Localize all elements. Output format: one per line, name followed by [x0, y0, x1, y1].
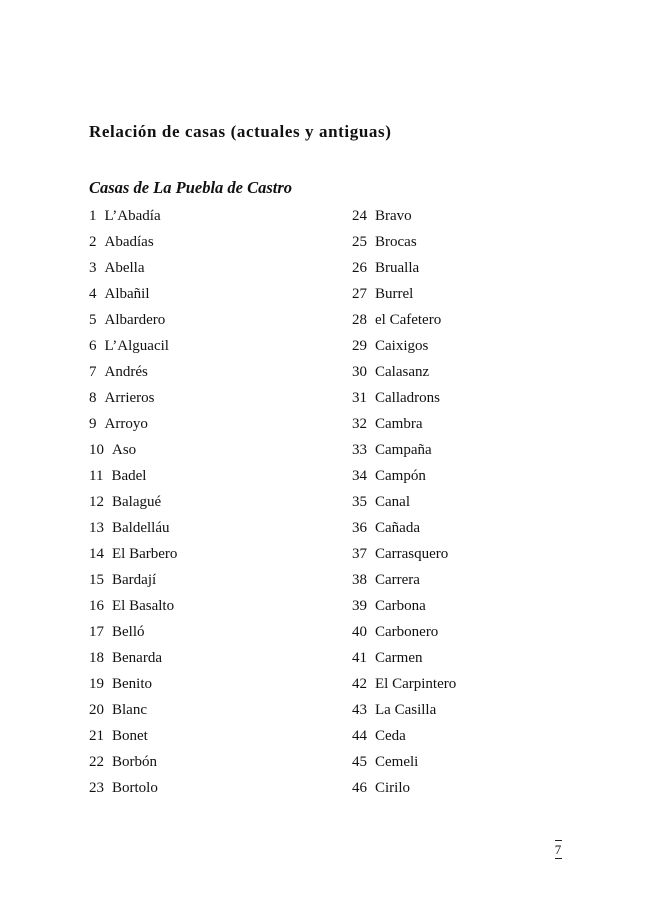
- house-list-item: [352, 752, 456, 778]
- house-name: La Casilla: [375, 702, 437, 718]
- house-name: Brocas: [375, 234, 417, 250]
- house-number: 18: [89, 650, 104, 666]
- house-list-item: [89, 362, 177, 388]
- house-list-item: [89, 388, 177, 414]
- house-number: 12: [89, 494, 104, 510]
- house-name: Cañada: [375, 520, 420, 536]
- section-subheading: Casas de La Puebla de Castro: [89, 178, 293, 197]
- house-number: 29: [352, 338, 367, 354]
- house-list-item: [352, 336, 456, 362]
- page-number-text: 7: [554, 842, 562, 857]
- house-name: El Barbero: [112, 546, 178, 562]
- house-name: Cambra: [375, 416, 423, 432]
- house-name: Campaña: [375, 442, 432, 458]
- house-name: Albardero: [104, 312, 166, 328]
- house-name: Aso: [112, 442, 137, 458]
- house-list-item: [89, 258, 177, 284]
- house-number: 38: [352, 572, 367, 588]
- house-name: Burrel: [375, 286, 414, 302]
- house-name: Albañil: [104, 286, 150, 302]
- house-list-item: [352, 648, 456, 674]
- house-name: L’Abadía: [104, 208, 161, 224]
- house-list-item: [352, 258, 456, 284]
- page-number-bottom-rule: [555, 858, 562, 859]
- house-number: 11: [89, 468, 104, 484]
- house-list-item: [352, 388, 456, 414]
- house-list-item: [352, 518, 456, 544]
- house-list-item: [89, 544, 177, 570]
- house-list-item: [352, 284, 456, 310]
- house-list-item: [89, 440, 177, 466]
- house-list-item: [352, 700, 456, 726]
- house-number: 6: [89, 338, 97, 354]
- house-list-item: [352, 674, 456, 700]
- house-number: 20: [89, 702, 104, 718]
- house-name: Carbonero: [375, 624, 439, 640]
- house-list-item: [352, 362, 456, 388]
- house-list-item: [89, 622, 177, 648]
- house-number: 4: [89, 286, 97, 302]
- house-number: 23: [89, 780, 104, 796]
- house-name: Cirilo: [375, 780, 411, 796]
- house-list-item: [89, 206, 177, 232]
- house-list-item: [352, 310, 456, 336]
- house-list-item: [89, 570, 177, 596]
- house-name: Baldelláu: [112, 520, 170, 536]
- house-list-item: [352, 726, 456, 752]
- house-list-item: [352, 440, 456, 466]
- house-number: 3: [89, 260, 97, 276]
- house-number: 25: [352, 234, 367, 250]
- house-name: El Basalto: [112, 598, 175, 614]
- house-number: 28: [352, 312, 367, 328]
- house-name: Cemeli: [375, 754, 419, 770]
- house-list-item: [352, 570, 456, 596]
- house-name: Borbón: [112, 754, 157, 770]
- house-name: Calladrons: [375, 390, 440, 406]
- house-list-item: [89, 674, 177, 700]
- house-name: Andrés: [104, 364, 148, 380]
- house-number: 15: [89, 572, 104, 588]
- house-number: 21: [89, 728, 104, 744]
- house-name: el Cafetero: [375, 312, 442, 328]
- house-list-item: [352, 622, 456, 648]
- house-name: Carrera: [375, 572, 420, 588]
- house-number: 24: [352, 208, 367, 224]
- house-number: 35: [352, 494, 367, 510]
- house-name: Campón: [375, 468, 426, 484]
- house-list-item: [89, 336, 177, 362]
- house-list-right-column: [352, 206, 456, 804]
- house-number: 34: [352, 468, 367, 484]
- house-list-left-column: [89, 206, 177, 804]
- house-name: Belló: [112, 624, 145, 640]
- house-number: 33: [352, 442, 367, 458]
- page-number: [552, 840, 564, 859]
- house-list-item: [352, 492, 456, 518]
- house-name: Bonet: [112, 728, 148, 744]
- house-number: 22: [89, 754, 104, 770]
- house-list-item: [89, 310, 177, 336]
- house-name: Ceda: [375, 728, 406, 744]
- house-list-item: [89, 466, 177, 492]
- house-number: 46: [352, 780, 367, 796]
- house-number: 26: [352, 260, 367, 276]
- house-number: 17: [89, 624, 104, 640]
- house-number: 16: [89, 598, 104, 614]
- house-list-item: [89, 518, 177, 544]
- house-name: Benarda: [112, 650, 162, 666]
- house-name: Arrieros: [104, 390, 155, 406]
- house-name: Brualla: [375, 260, 420, 276]
- house-name: Calasanz: [375, 364, 430, 380]
- house-list-item: [89, 232, 177, 258]
- house-number: 32: [352, 416, 367, 432]
- house-number: 44: [352, 728, 367, 744]
- house-list-item: [89, 492, 177, 518]
- house-number: 7: [89, 364, 97, 380]
- house-name: Bortolo: [112, 780, 158, 796]
- house-name: Bardají: [112, 572, 157, 588]
- house-number: 40: [352, 624, 367, 640]
- page-heading: Relación de casas (actuales y antiguas): [89, 122, 392, 141]
- house-list-item: [352, 414, 456, 440]
- house-number: 36: [352, 520, 367, 536]
- house-number: 27: [352, 286, 367, 302]
- house-number: 19: [89, 676, 104, 692]
- house-number: 45: [352, 754, 367, 770]
- house-list-item: [352, 596, 456, 622]
- house-number: 41: [352, 650, 367, 666]
- house-number: 43: [352, 702, 367, 718]
- house-number: 9: [89, 416, 97, 432]
- house-name: Caixigos: [375, 338, 429, 354]
- house-list-item: [352, 466, 456, 492]
- house-number: 37: [352, 546, 367, 562]
- house-list-item: [352, 206, 456, 232]
- house-list-item: [352, 544, 456, 570]
- house-list-item: [352, 232, 456, 258]
- house-number: 39: [352, 598, 367, 614]
- house-list-item: [89, 778, 177, 804]
- house-name: Benito: [112, 676, 152, 692]
- house-name: Carrasquero: [375, 546, 449, 562]
- house-number: 31: [352, 390, 367, 406]
- house-number: 8: [89, 390, 97, 406]
- house-list-item: [352, 778, 456, 804]
- house-number: 1: [89, 208, 97, 224]
- house-list-item: [89, 284, 177, 310]
- house-name: Canal: [375, 494, 410, 510]
- house-number: 5: [89, 312, 97, 328]
- house-list-item: [89, 414, 177, 440]
- house-name: Abella: [104, 260, 145, 276]
- house-name: Badel: [111, 468, 147, 484]
- house-list-item: [89, 648, 177, 674]
- house-name: Arroyo: [104, 416, 148, 432]
- house-list-item: [89, 726, 177, 752]
- house-list-item: [89, 596, 177, 622]
- house-name: Bravo: [375, 208, 412, 224]
- house-name: Carmen: [375, 650, 423, 666]
- house-number: 2: [89, 234, 97, 250]
- house-number: 14: [89, 546, 104, 562]
- house-number: 42: [352, 676, 367, 692]
- house-list-item: [89, 752, 177, 778]
- house-name: Abadías: [104, 234, 154, 250]
- house-number: 10: [89, 442, 104, 458]
- house-name: El Carpintero: [375, 676, 457, 692]
- house-number: 30: [352, 364, 367, 380]
- house-name: L’Alguacil: [104, 338, 169, 354]
- house-name: Balagué: [112, 494, 162, 510]
- house-list-item: [89, 700, 177, 726]
- house-name: Carbona: [375, 598, 426, 614]
- house-name: Blanc: [112, 702, 147, 718]
- house-number: 13: [89, 520, 104, 536]
